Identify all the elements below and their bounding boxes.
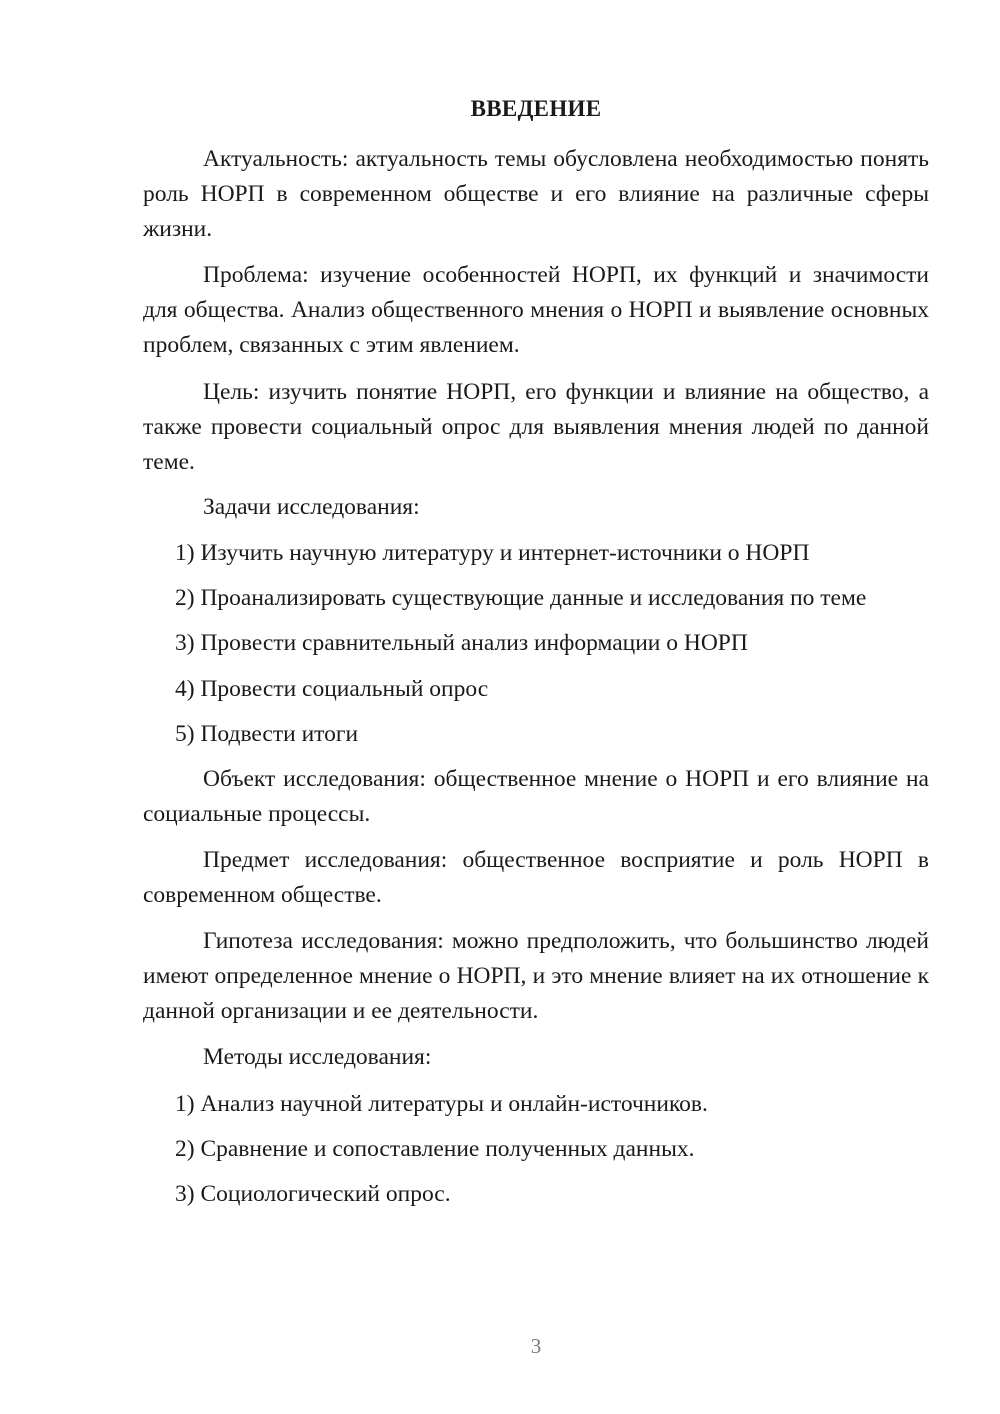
method-item: 3) Социологический опрос. — [175, 1181, 451, 1207]
subject-paragraph: Предмет исследования: общественное восприятие и роль НОРП в современном обществе. — [143, 847, 929, 908]
section-heading: ВВЕДЕНИЕ — [470, 96, 602, 121]
methods-title: Методы исследования: — [203, 1044, 432, 1070]
hypothesis-paragraph: Гипотеза исследования: можно предположить, что большинство людей имеют определенное мнение о НОРП, и это мнение влияет на их отношение к данной организации и ее деятельности. — [143, 928, 929, 1024]
object-paragraph: Объект исследования: общественное мнение о НОРП и его влияние на социальные процессы. — [143, 766, 929, 827]
goal-paragraph: Цель: изучить понятие НОРП, его функции и влияние на общество, а также провести социальный опрос для выявления мнения людей по данной теме. — [143, 379, 929, 475]
task-item: 1) Изучить научную литературу и интернет-источники о НОРП — [175, 540, 810, 566]
task-item: 5) Подвести итоги — [175, 721, 359, 747]
method-item: 1) Анализ научной литературы и онлайн-источников. — [175, 1091, 708, 1117]
task-item: 3) Провести сравнительный анализ информации о НОРП — [175, 630, 748, 656]
problem-paragraph: Проблема: изучение особенностей НОРП, их функций и значимости для общества. Анализ общественного мнения о НОРП и выявление основных проблем, связанных с этим явлением. — [143, 262, 929, 358]
method-item: 2) Сравнение и сопоставление полученных данных. — [175, 1136, 695, 1162]
page-number: 3 — [530, 1334, 542, 1358]
relevance-paragraph: Актуальность: актуальность темы обусловлена необходимостью понять роль НОРП в современном обществе и его влияние на различные сферы жизни. — [143, 146, 929, 242]
tasks-title: Задачи исследования: — [203, 494, 420, 520]
task-item: 4) Провести социальный опрос — [175, 676, 489, 702]
task-item: 2) Проанализировать существующие данные и исследования по теме — [175, 585, 867, 611]
